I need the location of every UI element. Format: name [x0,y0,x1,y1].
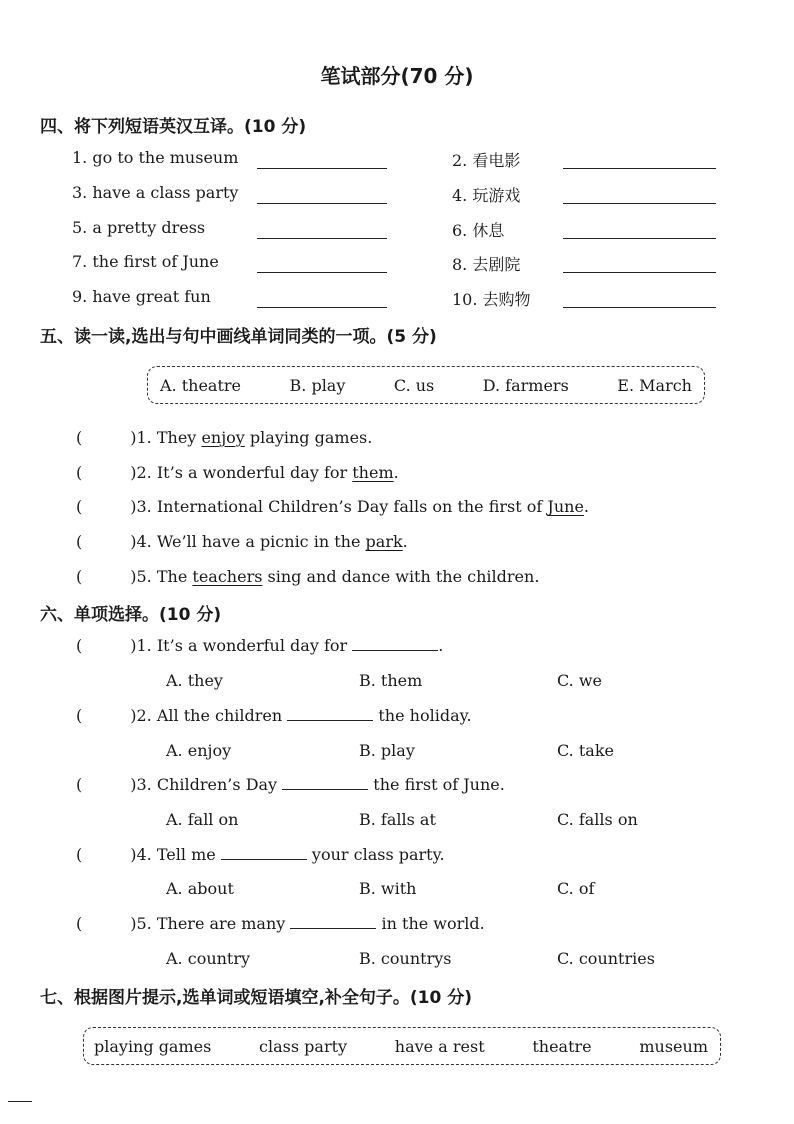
translation-item: 9. have great fun [72,287,211,306]
word-option: C. us [393,375,435,395]
word-bank [160,366,692,404]
word-option: A. theatre [160,375,242,395]
word-option: class party [259,1036,348,1056]
word-bank [94,1027,708,1065]
question-row: ( )2. It’s a wonderful day for them. [76,463,399,482]
answer-blank[interactable] [257,168,387,169]
question-row: ( )1. They enjoy playing games. [76,428,373,447]
option-c[interactable]: C. we [557,671,603,690]
translation-item: 8. 去剧院 [452,255,521,274]
word-option: D. farmers [482,375,569,395]
answer-blank[interactable] [257,307,387,308]
answer-blank[interactable] [563,272,716,273]
option-a[interactable]: A. fall on [166,810,239,829]
question-row: ( )4. We’ll have a picnic in the park. [76,532,408,551]
section-6-heading: 六、单项选择。(10 分) [40,605,222,625]
question-row: ( )3. Children’s Day the first of June. [76,775,505,794]
translation-item: 2. 看电影 [452,151,521,170]
option-b[interactable]: B. falls at [359,810,436,829]
option-c[interactable]: C. take [557,741,614,760]
word-option: have a rest [394,1036,485,1056]
word-option: B. play [289,375,346,395]
page-title: 笔试部分(70 分) [320,64,474,88]
answer-blank[interactable] [563,203,716,204]
option-a[interactable]: A. enjoy [166,741,232,760]
option-b[interactable]: B. with [359,879,417,898]
translation-item: 4. 玩游戏 [452,186,521,205]
translation-item: 10. 去购物 [452,290,531,309]
fill-blank[interactable] [287,720,373,721]
option-a[interactable]: A. they [166,671,223,690]
option-a[interactable]: A. country [166,949,251,968]
option-a[interactable]: A. about [166,879,234,898]
translation-item: 6. 休息 [452,221,505,240]
question-row: ( )5. There are many in the world. [76,914,485,933]
question-row: ( )3. International Children’s Day falls on the first of June. [76,497,590,516]
section-4-heading: 四、将下列短语英汉互译。(10 分) [40,117,307,137]
question-row: ( )5. The teachers sing and dance with the children. [76,567,540,586]
word-option: playing games [94,1036,212,1056]
section-7-heading: 七、根据图片提示,选单词或短语填空,补全句子。(10 分) [40,988,473,1008]
fill-blank[interactable] [282,789,368,790]
translation-item: 5. a pretty dress [72,218,206,237]
fill-blank[interactable] [352,650,438,651]
translation-item: 3. have a class party [72,183,239,202]
fill-blank[interactable] [221,859,307,860]
answer-blank[interactable] [563,238,716,239]
section-5-heading: 五、读一读,选出与句中画线单词同类的一项。(5 分) [40,327,437,347]
word-option: theatre [532,1036,592,1056]
question-row: ( )2. All the children the holiday. [76,706,472,725]
fill-blank[interactable] [290,928,376,929]
option-c[interactable]: C. falls on [557,810,638,829]
word-option: E. March [617,375,692,395]
option-b[interactable]: B. them [359,671,423,690]
option-b[interactable]: B. play [359,741,415,760]
translation-item: 1. go to the museum [72,148,239,167]
page-margin-mark [8,1101,32,1102]
option-c[interactable]: C. of [557,879,595,898]
word-option: museum [639,1036,708,1056]
question-row: ( )1. It’s a wonderful day for . [76,636,444,655]
option-c[interactable]: C. countries [557,949,655,968]
answer-blank[interactable] [257,203,387,204]
option-b[interactable]: B. countrys [359,949,452,968]
question-row: ( )4. Tell me your class party. [76,845,445,864]
translation-item: 7. the first of June [72,252,219,271]
answer-blank[interactable] [563,168,716,169]
answer-blank[interactable] [257,272,387,273]
answer-blank[interactable] [563,307,716,308]
answer-blank[interactable] [257,238,387,239]
